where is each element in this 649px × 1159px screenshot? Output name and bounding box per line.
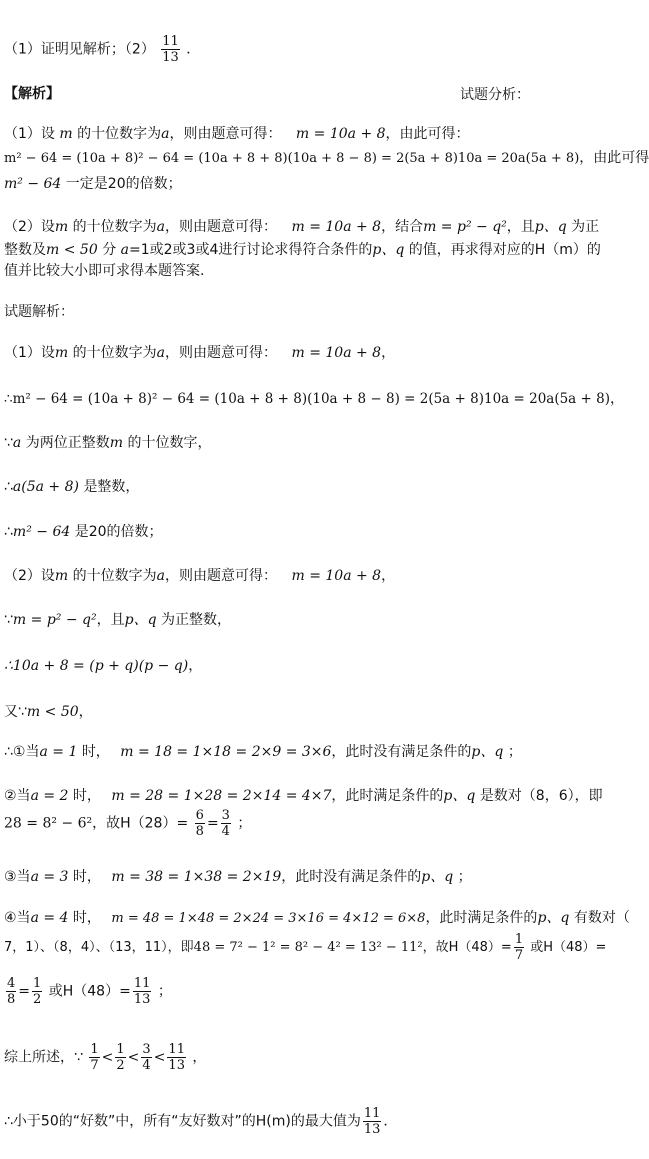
solution-step9: 又∵m < 50，	[4, 704, 93, 720]
case-4-line3: $\frac{4}{8}$ = $\frac{1}{2}$ 或H（48）= $\frac{11}{13}$ ；	[7, 976, 172, 1007]
case-1: ∴①当a = 1 时， m = 18 = 1×18 = 2×9 = 3×6，此时没有满足条件的p、q ；	[4, 744, 522, 760]
answer-line: （1）证明见解析；（2） $\frac{11}{13}$ ．	[4, 34, 201, 65]
answer-fraction: $\frac{11}{13}$	[162, 34, 179, 65]
analysis-p2-line3: 值并比较大小即可求得本题答案.	[4, 263, 205, 279]
solution-title: 试题解析：	[4, 304, 74, 320]
solution-step2: ∴m² − 64 = (10a + 8)² − 64 = (10a + 8 + 8)(10a + 8 − 8) = 2(5a + 8)10a = 20a(5a + 8)，	[4, 391, 624, 407]
case-4-line1: ④当a = 4 时， m = 48 = 1×48 = 2×24 = 3×16 = 4×12 = 6×8，此时满足条件的p、q 有数对（	[4, 910, 630, 926]
analysis-p1-line2: m² − 64 = (10a + 8)² − 64 = (10a + 8 + 8)(10a + 8 − 8) = 2(5a + 8)10a = 20a(5a + 8)，由此可得	[4, 150, 649, 166]
solution-step6: （2）设m 的十位数字为a，则由题意可得： m = 10a + 8，	[4, 568, 396, 584]
analysis-subheading: 试题分析：	[460, 87, 530, 103]
case-3: ③当a = 3 时， m = 38 = 1×38 = 2×19，此时没有满足条件的p、q ；	[4, 869, 472, 885]
analysis-p2-line2: 整数及m < 50 分 a=1或2或3或4进行讨论求得符合条件的p、q 的值，再求得对应的H（m）的	[4, 242, 601, 258]
solution-step3: ∵a 为两位正整数m 的十位数字，	[4, 435, 212, 451]
final-conclusion: ∴小于50的“好数”中，所有“友好数对”的H(m)的最大值为 $\frac{11}{13}$ ．	[4, 1106, 398, 1137]
analysis-p2-line1: （2）设m 的十位数字为a，则由题意可得： m = 10a + 8，结合m = p² − q²，且p、q 为正	[4, 219, 600, 235]
analysis-p1-line1: （1）设 m 的十位数字为a，则由题意可得： m = 10a + 8，由此可得：	[4, 126, 470, 142]
analysis-p1-line3: m² − 64 一定是20的倍数；	[4, 176, 182, 192]
summary-line: 综上所述，∵ $\frac{1}{7}$ < $\frac{1}{2}$ < $\frac{3}{4}$ < $\frac{11}{13}$ ，	[4, 1042, 207, 1073]
solution-step5: ∴m² − 64 是20的倍数；	[4, 524, 163, 540]
case-4-line2: 7，1）、（8，4）、（13，11），即48 = 7² − 1² = 8² − 4² = 13² − 11²，故H（48）= $\frac{1}{7}$ 或H（48）=	[4, 932, 607, 963]
case-2-line1: ②当a = 2 时， m = 28 = 1×28 = 2×14 = 4×7，此时满足条件的p、q 是数对（8，6），即	[4, 788, 603, 804]
solution-step1: （1）设m 的十位数字为a，则由题意可得： m = 10a + 8，	[4, 345, 396, 361]
case-2-line2: 28 = 8² − 6²，故H（28）= $\frac{6}{8}$ = $\frac{3}{4}$ ；	[4, 808, 252, 839]
solution-step7: ∵m = p² − q²，且p、q 为正整数，	[4, 612, 231, 628]
solution-step8: ∴10a + 8 = (p + q)(p − q)，	[4, 658, 203, 674]
analysis-heading: 【解析】	[4, 86, 60, 102]
solution-step4: ∴a(5a + 8) 是整数，	[4, 479, 140, 495]
answer-text: （1）证明见解析；（2）	[4, 41, 155, 58]
